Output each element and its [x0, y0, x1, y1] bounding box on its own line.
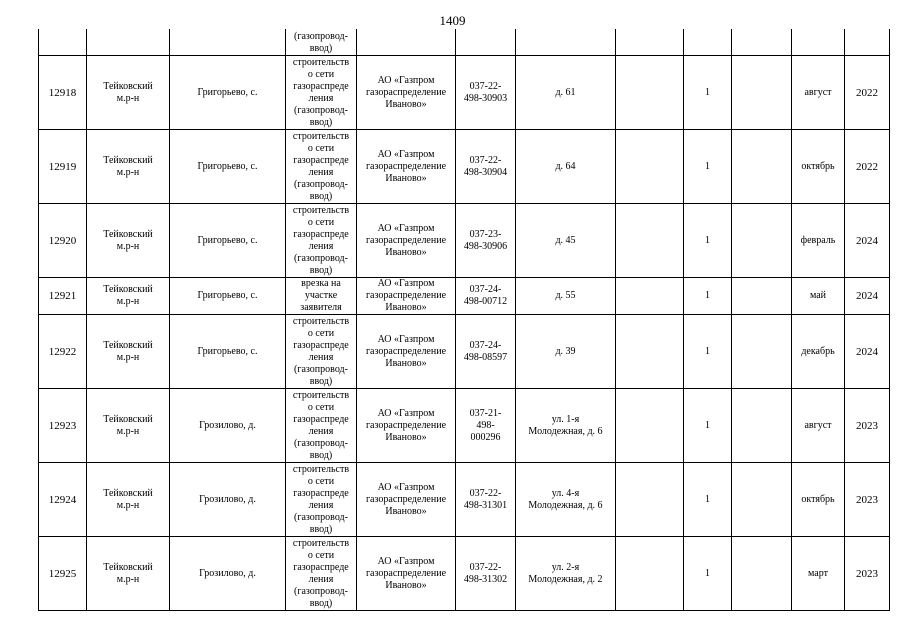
cell-month: октябрь [792, 463, 845, 537]
cell-num: 12924 [39, 463, 87, 537]
table-body [39, 29, 890, 611]
cell-locality: Григорьево, с. [170, 204, 286, 278]
cell-count: 1 [684, 56, 732, 130]
cell-address [516, 29, 616, 56]
page-number: 1409 [439, 13, 466, 28]
cell-address: д. 64 [516, 130, 616, 204]
cell-district: Тейковский м.р-н [87, 130, 170, 204]
cell-empty [732, 204, 792, 278]
cell-empty [616, 130, 684, 204]
cell-locality: Григорьево, с. [170, 130, 286, 204]
cell-district: Тейковский м.р-н [87, 537, 170, 611]
cell-empty [616, 463, 684, 537]
cell-count: 1 [684, 389, 732, 463]
cell-count [684, 29, 732, 56]
cell-org: АО «Газпром газораспределение Иваново» [357, 315, 456, 389]
cell-code: 037-22- 498-31301 [456, 463, 516, 537]
cell-empty [732, 463, 792, 537]
table-row [39, 463, 890, 537]
cell-year: 2024 [845, 315, 890, 389]
cell-address: д. 55 [516, 278, 616, 315]
cell-month: май [792, 278, 845, 315]
cell-count: 1 [684, 130, 732, 204]
cell-locality: Грозилово, д. [170, 537, 286, 611]
cell-locality: Грозилово, д. [170, 463, 286, 537]
cell-org [357, 29, 456, 56]
cell-year: 2023 [845, 463, 890, 537]
cell-year [845, 29, 890, 56]
cell-code: 037-23- 498-30906 [456, 204, 516, 278]
cell-year: 2023 [845, 389, 890, 463]
cell-org: АО «Газпром газораспределение Иваново» [357, 204, 456, 278]
cell-year: 2024 [845, 278, 890, 315]
cell-num: 12923 [39, 389, 87, 463]
cell-district: Тейковский м.р-н [87, 463, 170, 537]
cell-code [456, 29, 516, 56]
cell-empty [616, 29, 684, 56]
cell-work-type: строительств о сети газораспреде ления (газопровод- ввод) [286, 537, 357, 611]
table-row [39, 278, 890, 315]
cell-code: 037-24- 498-08597 [456, 315, 516, 389]
cell-work-type: строительств о сети газораспреде ления (газопровод- ввод) [286, 204, 357, 278]
cell-empty [616, 56, 684, 130]
cell-work-type: (газопровод- ввод) [286, 29, 357, 56]
cell-count: 1 [684, 204, 732, 278]
cell-year: 2024 [845, 204, 890, 278]
cell-num: 12919 [39, 130, 87, 204]
cell-address: д. 45 [516, 204, 616, 278]
cell-num [39, 29, 87, 56]
cell-num: 12925 [39, 537, 87, 611]
cell-locality: Грозилово, д. [170, 389, 286, 463]
cell-address: д. 39 [516, 315, 616, 389]
cell-org: АО «Газпром газораспределение Иваново» [357, 389, 456, 463]
cell-address: ул. 1-я Молодежная, д. 6 [516, 389, 616, 463]
cell-org: АО «Газпром газораспределение Иваново» [357, 463, 456, 537]
table-row [39, 389, 890, 463]
cell-code: 037-22- 498-31302 [456, 537, 516, 611]
table-row [39, 130, 890, 204]
cell-empty [732, 278, 792, 315]
cell-locality: Григорьево, с. [170, 56, 286, 130]
cell-count: 1 [684, 278, 732, 315]
cell-empty [616, 389, 684, 463]
cell-district: Тейковский м.р-н [87, 315, 170, 389]
cell-num: 12918 [39, 56, 87, 130]
cell-month: декабрь [792, 315, 845, 389]
table-row [39, 315, 890, 389]
cell-year: 2022 [845, 130, 890, 204]
cell-count: 1 [684, 537, 732, 611]
cell-num: 12922 [39, 315, 87, 389]
cell-locality: Григорьево, с. [170, 315, 286, 389]
cell-empty [732, 56, 792, 130]
cell-empty [616, 278, 684, 315]
registry-table [38, 29, 890, 611]
cell-empty [732, 389, 792, 463]
cell-org: АО «Газпром газораспределение Иваново» [357, 278, 456, 315]
cell-code: 037-22- 498-30903 [456, 56, 516, 130]
table-row [39, 537, 890, 611]
cell-empty [616, 537, 684, 611]
cell-locality [170, 29, 286, 56]
cell-empty [732, 29, 792, 56]
cell-year: 2023 [845, 537, 890, 611]
cell-year: 2022 [845, 56, 890, 130]
cell-month: март [792, 537, 845, 611]
cell-org: АО «Газпром газораспределение Иваново» [357, 56, 456, 130]
cell-address: д. 61 [516, 56, 616, 130]
cell-month [792, 29, 845, 56]
table-row-continued [39, 29, 890, 56]
cell-month: август [792, 56, 845, 130]
cell-code: 037-21- 498- 000296 [456, 389, 516, 463]
table-row [39, 204, 890, 278]
cell-work-type: строительств о сети газораспреде ления (газопровод- ввод) [286, 130, 357, 204]
cell-work-type: строительств о сети газораспреде ления (газопровод- ввод) [286, 463, 357, 537]
cell-month: февраль [792, 204, 845, 278]
cell-district [87, 29, 170, 56]
cell-code: 037-24- 498-00712 [456, 278, 516, 315]
cell-num: 12920 [39, 204, 87, 278]
cell-address: ул. 4-я Молодежная, д. 6 [516, 463, 616, 537]
cell-empty [732, 315, 792, 389]
cell-empty [616, 315, 684, 389]
cell-org: АО «Газпром газораспределение Иваново» [357, 537, 456, 611]
cell-count: 1 [684, 315, 732, 389]
cell-address: ул. 2-я Молодежная, д. 2 [516, 537, 616, 611]
cell-district: Тейковский м.р-н [87, 204, 170, 278]
cell-work-type: строительств о сети газораспреде ления (газопровод- ввод) [286, 315, 357, 389]
cell-count: 1 [684, 463, 732, 537]
cell-month: август [792, 389, 845, 463]
cell-month: октябрь [792, 130, 845, 204]
cell-work-type: врезка на участке заявителя [286, 278, 357, 315]
cell-district: Тейковский м.р-н [87, 278, 170, 315]
cell-empty [732, 537, 792, 611]
cell-code: 037-22- 498-30904 [456, 130, 516, 204]
cell-empty [616, 204, 684, 278]
cell-work-type: строительств о сети газораспреде ления (газопровод- ввод) [286, 56, 357, 130]
cell-num: 12921 [39, 278, 87, 315]
cell-org: АО «Газпром газораспределение Иваново» [357, 130, 456, 204]
cell-locality: Григорьево, с. [170, 278, 286, 315]
cell-district: Тейковский м.р-н [87, 389, 170, 463]
cell-empty [732, 130, 792, 204]
cell-district: Тейковский м.р-н [87, 56, 170, 130]
cell-work-type: строительств о сети газораспреде ления (газопровод- ввод) [286, 389, 357, 463]
table-row [39, 56, 890, 130]
